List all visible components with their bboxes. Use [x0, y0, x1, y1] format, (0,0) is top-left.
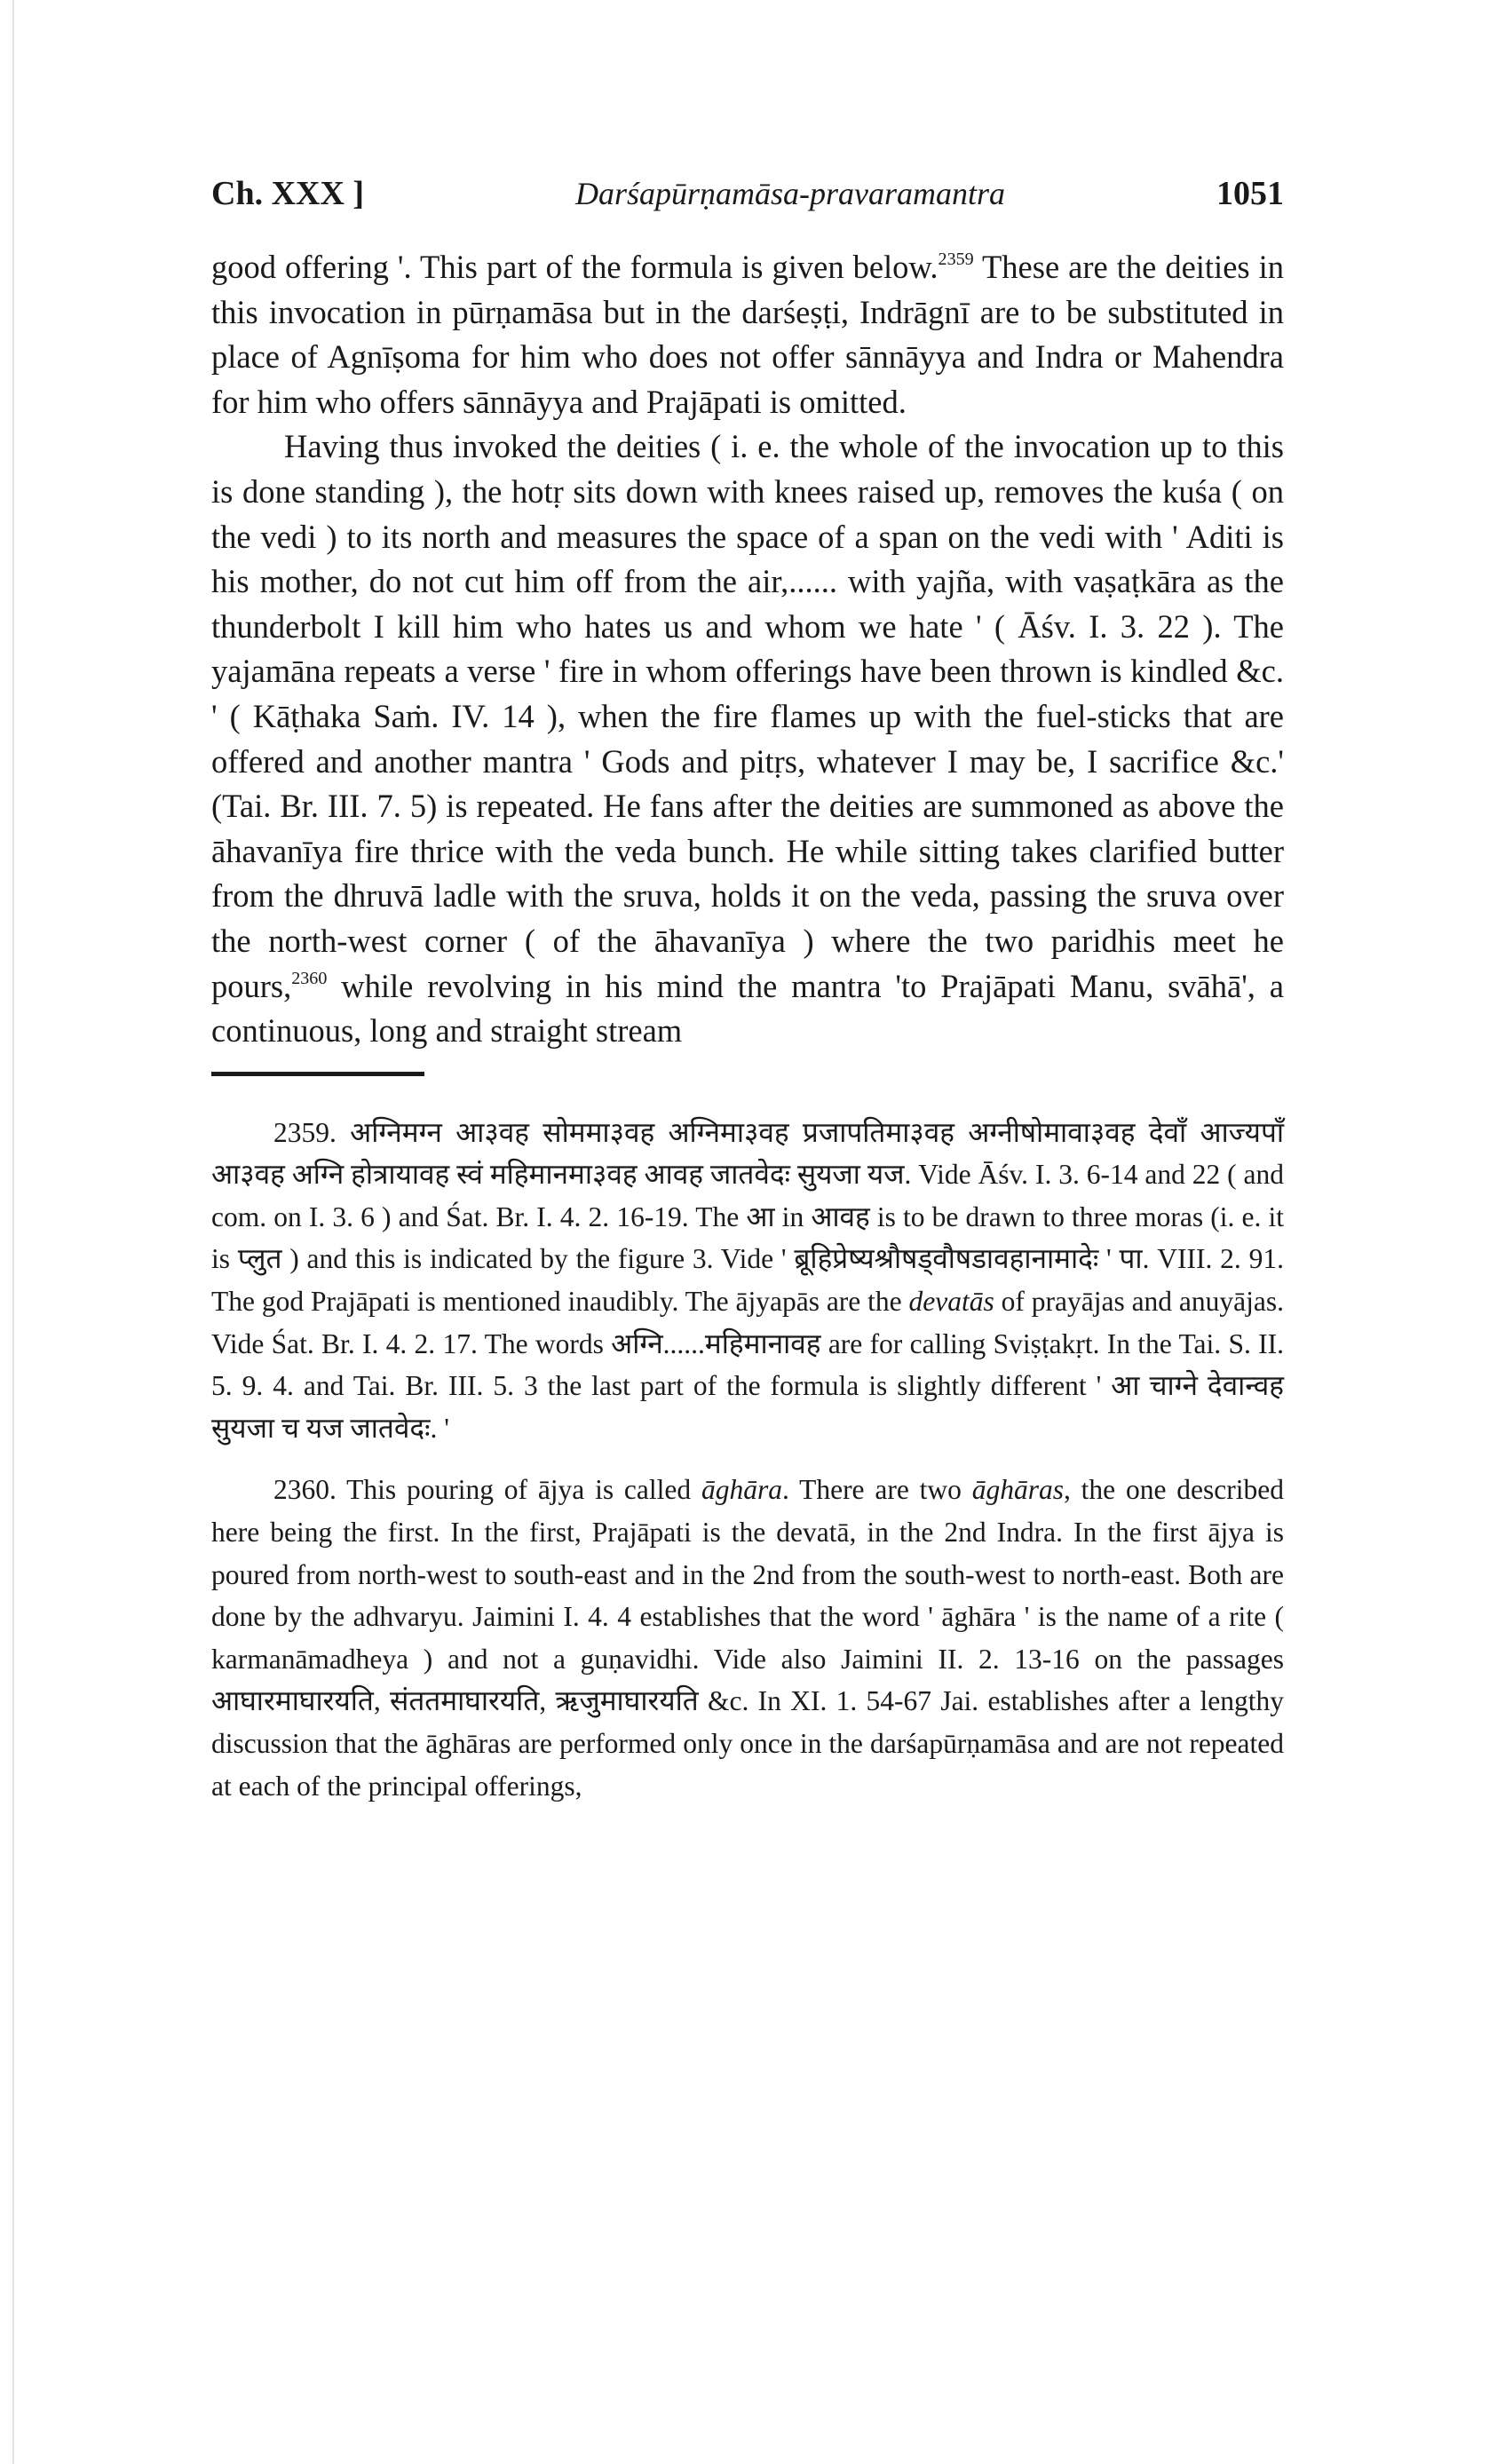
footnote-2360-text-b: . There are two [781, 1474, 972, 1506]
footnote-separator [211, 1072, 424, 1076]
paragraph-2 [211, 424, 1284, 1053]
footnote-2360-italic-a: āghāra [701, 1474, 782, 1506]
footnote-2360-number: 2360. [273, 1474, 337, 1506]
footnote-2360-text-a: This pouring of ājya is called [336, 1474, 701, 1506]
scan-edge-line [12, 0, 14, 2464]
footnote-2360-italic-b: āghāras [971, 1474, 1064, 1506]
paragraph-2-text-a: Having thus invoked the deities ( i. e. the whole of the invocation up to this is done standing ), the hotṛ sits down with knees raised up, removes the kuśa ( on the vedi ) to its north and measures the space of a span on the vedi with ' Aditi is his mother, do not cut him off from the air,...... with yajña, with vaṣaṭkāra as the thunderbolt I kill him who hates us and whom we hate ' ( Āśv. I. 3. 22 ). The yajamāna repeats a verse ' fire in whom offerings have been thrown is kindled &c. ' ( Kāṭhaka Saṁ. IV. 14 ), when the fire flames up with the fuel-sticks that are offered and another mantra ' Gods and pitṛs, whatever I may be, I sacrifice &c.' (Tai. Br. III. 7. 5) is repeated. He fans after the deities are summoned as above the āhavanīya fire thrice with the veda bunch. He while sitting takes clarified butter from the dhruvā ladle with the sruva, holds it on the veda, passing the sruva over the north-west corner ( of the āhavanīya ) where the two paridhis meet he pours, [211, 428, 1284, 1004]
footnote-ref-2360: 2360 [291, 968, 328, 988]
chapter-label: Ch. XXX ] [211, 175, 365, 212]
footnote-2359-text-b: of prayājas and anuyājas. Vide Śat. Br. I. 4. 2. 17. The words अग्नि......महिमानावह are for calling Sviṣṭakṛt. In the Tai. S. II. 5. 9. 4. and Tai. Br. III. 5. 3 the last part of the formula is slightly different ' आ चाग्ने देवान्वह सुयजा च यज जातवेदः. ' [211, 1286, 1285, 1444]
footnote-2359-number: 2359. [273, 1116, 337, 1148]
running-header [211, 174, 1284, 231]
footnote-2359-text-a: Vide Āśv. I. 3. 6-14 and 22 ( and com. on I. 3. 6 ) and Śat. Br. I. 4. 2. 16-19. The आ in आवह is to be drawn to three moras (i. e. it is प्लुत ) and this is indicated by the figure 3. Vide ' ब्रूहिप्रेष्यश्रौषड्वौषडावहानामादेः ' पा. VIII. 2. 91. The god Prajāpati is mentioned inaudibly. The ājyapās are the [211, 1159, 1284, 1318]
paragraph-2-text-b: while revolving in his mind the mantra 'to Prajāpati Manu, svāhā', a continuous, long and straight stream [211, 967, 1284, 1050]
book-page [211, 174, 1284, 1807]
footnote-2359 [211, 1112, 1284, 1450]
paragraph-1-text-a: good offering '. This part of the formula is given below. [211, 249, 939, 285]
footnote-ref-2359: 2359 [938, 249, 974, 269]
footnote-2359-sanskrit: अग्निमग्न आ३वह सोममा३वह अग्निमा३वह प्रजापतिमा३वह अग्नीषोमावा३वह देवाँ आज्यपाँ आ३वह अग्नि होत्रायावह स्वं महिमानमा३वह आवह जातवेदः सुयजा यज. [211, 1116, 1284, 1191]
page-number: 1051 [1216, 175, 1284, 212]
footnote-2360 [211, 1469, 1284, 1807]
footnote-2360-text-c: , the one described here being the first. In the first, Prajāpati is the devatā, in the 2nd Indra. In the first ājya is poured from north-west to south-east and in the 2nd from the south-west to north-east. Both are done by the adhvaryu. Jaimini I. 4. 4 establishes that the word ' āghāra ' is the name of a rite ( karmanāmadheya ) and not a guṇavidhi. Vide also Jaimini II. 2. 13-16 on the passages आघारमाघारयति, संततमाघारयति, ऋजुमाघारयति &c. In XI. 1. 54-67 Jai. establishes after a lengthy discussion that the āghāras are performed only once in the darśapūrṇamāsa and are not repeated at each of the principal offerings, [211, 1474, 1284, 1802]
paragraph-1-text-b: These are the deities in this invocation in pūrṇamāsa but in the darśeṣṭi, Indrāgnī are to be substituted in place of Agnīṣoma for him who does not offer sānnāyya and Indra or Mahendra for him who offers sānnāyya and Prajāpati is omitted. [211, 249, 1284, 420]
running-title: Darśapūrṇamāsa-pravaramantra [575, 176, 1006, 211]
main-text [211, 245, 1284, 1054]
footnotes [211, 1112, 1284, 1808]
footnote-2359-italic: devatās [908, 1286, 994, 1318]
paragraph-1 [211, 245, 1284, 424]
